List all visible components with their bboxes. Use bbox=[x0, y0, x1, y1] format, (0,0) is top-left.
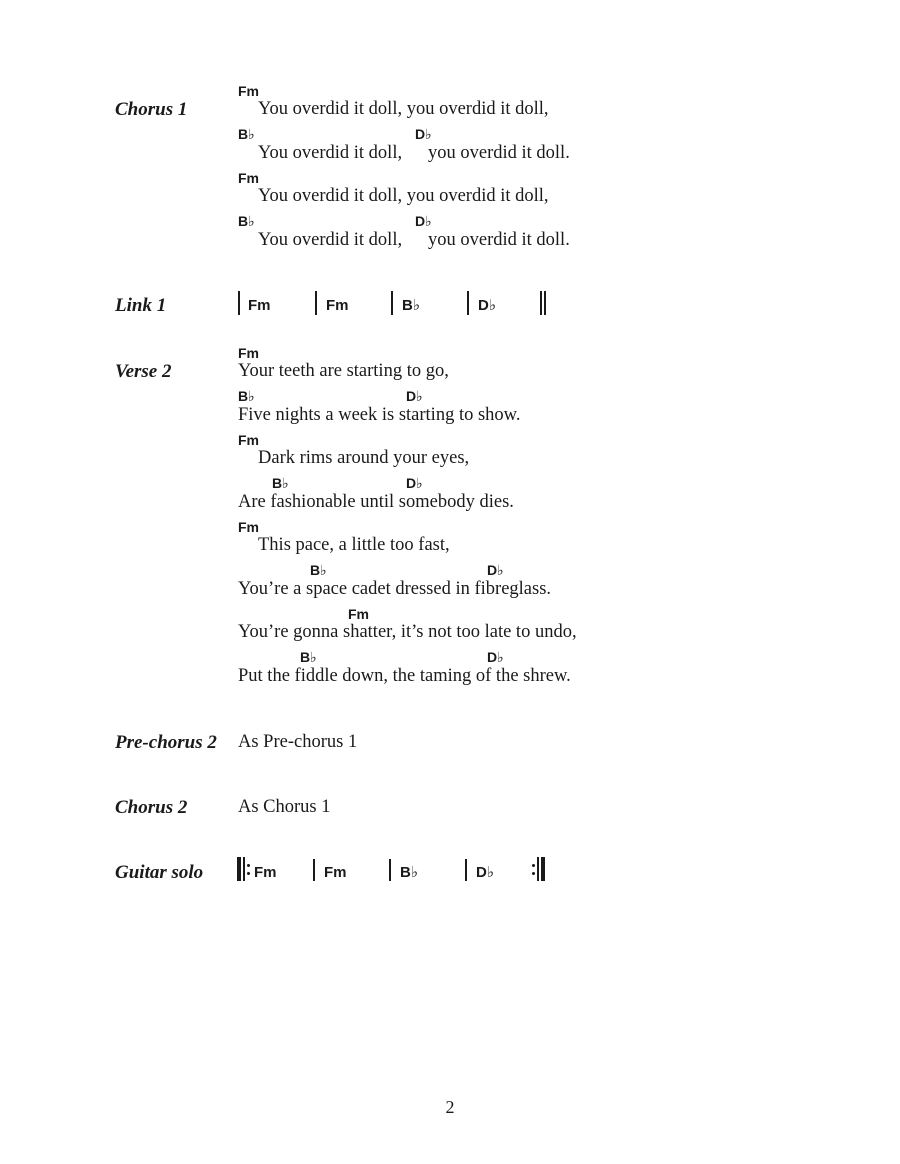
chord-b-flat: B♭ bbox=[300, 649, 317, 665]
lyric-line-part-b: you overdid it doll. bbox=[428, 143, 570, 163]
lyric-line: You overdid it doll, you overdid it doll, bbox=[258, 186, 549, 206]
chord-b-flat: B♭ bbox=[310, 562, 327, 578]
bar-chord-fm: Fm bbox=[254, 864, 277, 881]
lyric-line: Put the fiddle down, the taming of the shrew. bbox=[238, 666, 571, 686]
chord-d-flat: D♭ bbox=[487, 649, 504, 665]
chorus-1-label: Chorus 1 bbox=[115, 99, 188, 120]
repeat-dot bbox=[247, 872, 250, 875]
chord-d-flat: D♭ bbox=[415, 126, 432, 142]
pre-chorus-2-label: Pre-chorus 2 bbox=[115, 732, 217, 753]
repeat-start-thin-bar bbox=[243, 857, 245, 881]
chord-fm: Fm bbox=[348, 606, 369, 622]
lyric-line-part-a: You overdid it doll, bbox=[258, 230, 403, 250]
repeat-dot bbox=[247, 864, 250, 867]
lyric-line: Are fashionable until somebody dies. bbox=[238, 492, 514, 512]
chord-b-flat: B♭ bbox=[238, 388, 255, 404]
lyric-line-part-b: you overdid it doll. bbox=[428, 230, 570, 250]
repeat-dot bbox=[532, 864, 535, 867]
bar-chord-b-flat: B♭ bbox=[402, 297, 420, 314]
lyric-line: You overdid it doll, you overdid it doll, bbox=[258, 99, 549, 119]
chord-fm: Fm bbox=[238, 345, 259, 361]
chord-b-flat: B♭ bbox=[238, 126, 255, 142]
bar-chord-d-flat: D♭ bbox=[478, 297, 496, 314]
chord-d-flat: D♭ bbox=[487, 562, 504, 578]
bar-line bbox=[313, 859, 315, 881]
page-number: 2 bbox=[445, 1097, 455, 1117]
lyric-line: You’re a space cadet dressed in fibreglass. bbox=[238, 579, 552, 599]
bar-line bbox=[389, 859, 391, 881]
lyric-line: This pace, a little too fast, bbox=[258, 535, 450, 555]
lyric-line: Five nights a week is starting to show. bbox=[238, 405, 521, 425]
bar-line bbox=[315, 291, 317, 315]
repeat-end-thick-bar bbox=[541, 857, 545, 881]
chorus-2-reference: As Chorus 1 bbox=[238, 797, 331, 817]
verse-2-label: Verse 2 bbox=[115, 361, 172, 382]
lyric-line-part-a: You overdid it doll, bbox=[258, 143, 403, 163]
chord-fm: Fm bbox=[238, 519, 259, 535]
repeat-dot bbox=[532, 872, 535, 875]
bar-line bbox=[391, 291, 393, 315]
lyric-line: Dark rims around your eyes, bbox=[258, 448, 470, 468]
chord-d-flat: D♭ bbox=[406, 475, 423, 491]
chord-b-flat: B♭ bbox=[272, 475, 289, 491]
bar-chord-fm: Fm bbox=[324, 864, 347, 881]
bar-chord-fm: Fm bbox=[248, 297, 271, 314]
pre-chorus-2-reference: As Pre-chorus 1 bbox=[238, 732, 358, 752]
chord-fm: Fm bbox=[238, 432, 259, 448]
double-bar-line bbox=[544, 291, 546, 315]
chorus-2-label: Chorus 2 bbox=[115, 797, 188, 818]
chord-fm: Fm bbox=[238, 83, 259, 99]
lyric-line: You’re gonna shatter, it’s not too late to undo, bbox=[238, 622, 577, 642]
bar-line bbox=[238, 291, 240, 315]
link-1-label: Link 1 bbox=[115, 295, 167, 316]
bar-chord-fm: Fm bbox=[326, 297, 349, 314]
lyric-line: Your teeth are starting to go, bbox=[238, 361, 449, 381]
bar-line bbox=[465, 859, 467, 881]
chord-fm: Fm bbox=[238, 170, 259, 186]
chord-d-flat: D♭ bbox=[415, 213, 432, 229]
bar-chord-b-flat: B♭ bbox=[400, 864, 418, 881]
chord-b-flat: B♭ bbox=[238, 213, 255, 229]
guitar-solo-label: Guitar solo bbox=[115, 862, 204, 883]
double-bar-line bbox=[540, 291, 542, 315]
repeat-start-thick-bar bbox=[237, 857, 241, 881]
bar-chord-d-flat: D♭ bbox=[476, 864, 494, 881]
chord-d-flat: D♭ bbox=[406, 388, 423, 404]
bar-line bbox=[467, 291, 469, 315]
repeat-end-thin-bar bbox=[537, 857, 539, 881]
